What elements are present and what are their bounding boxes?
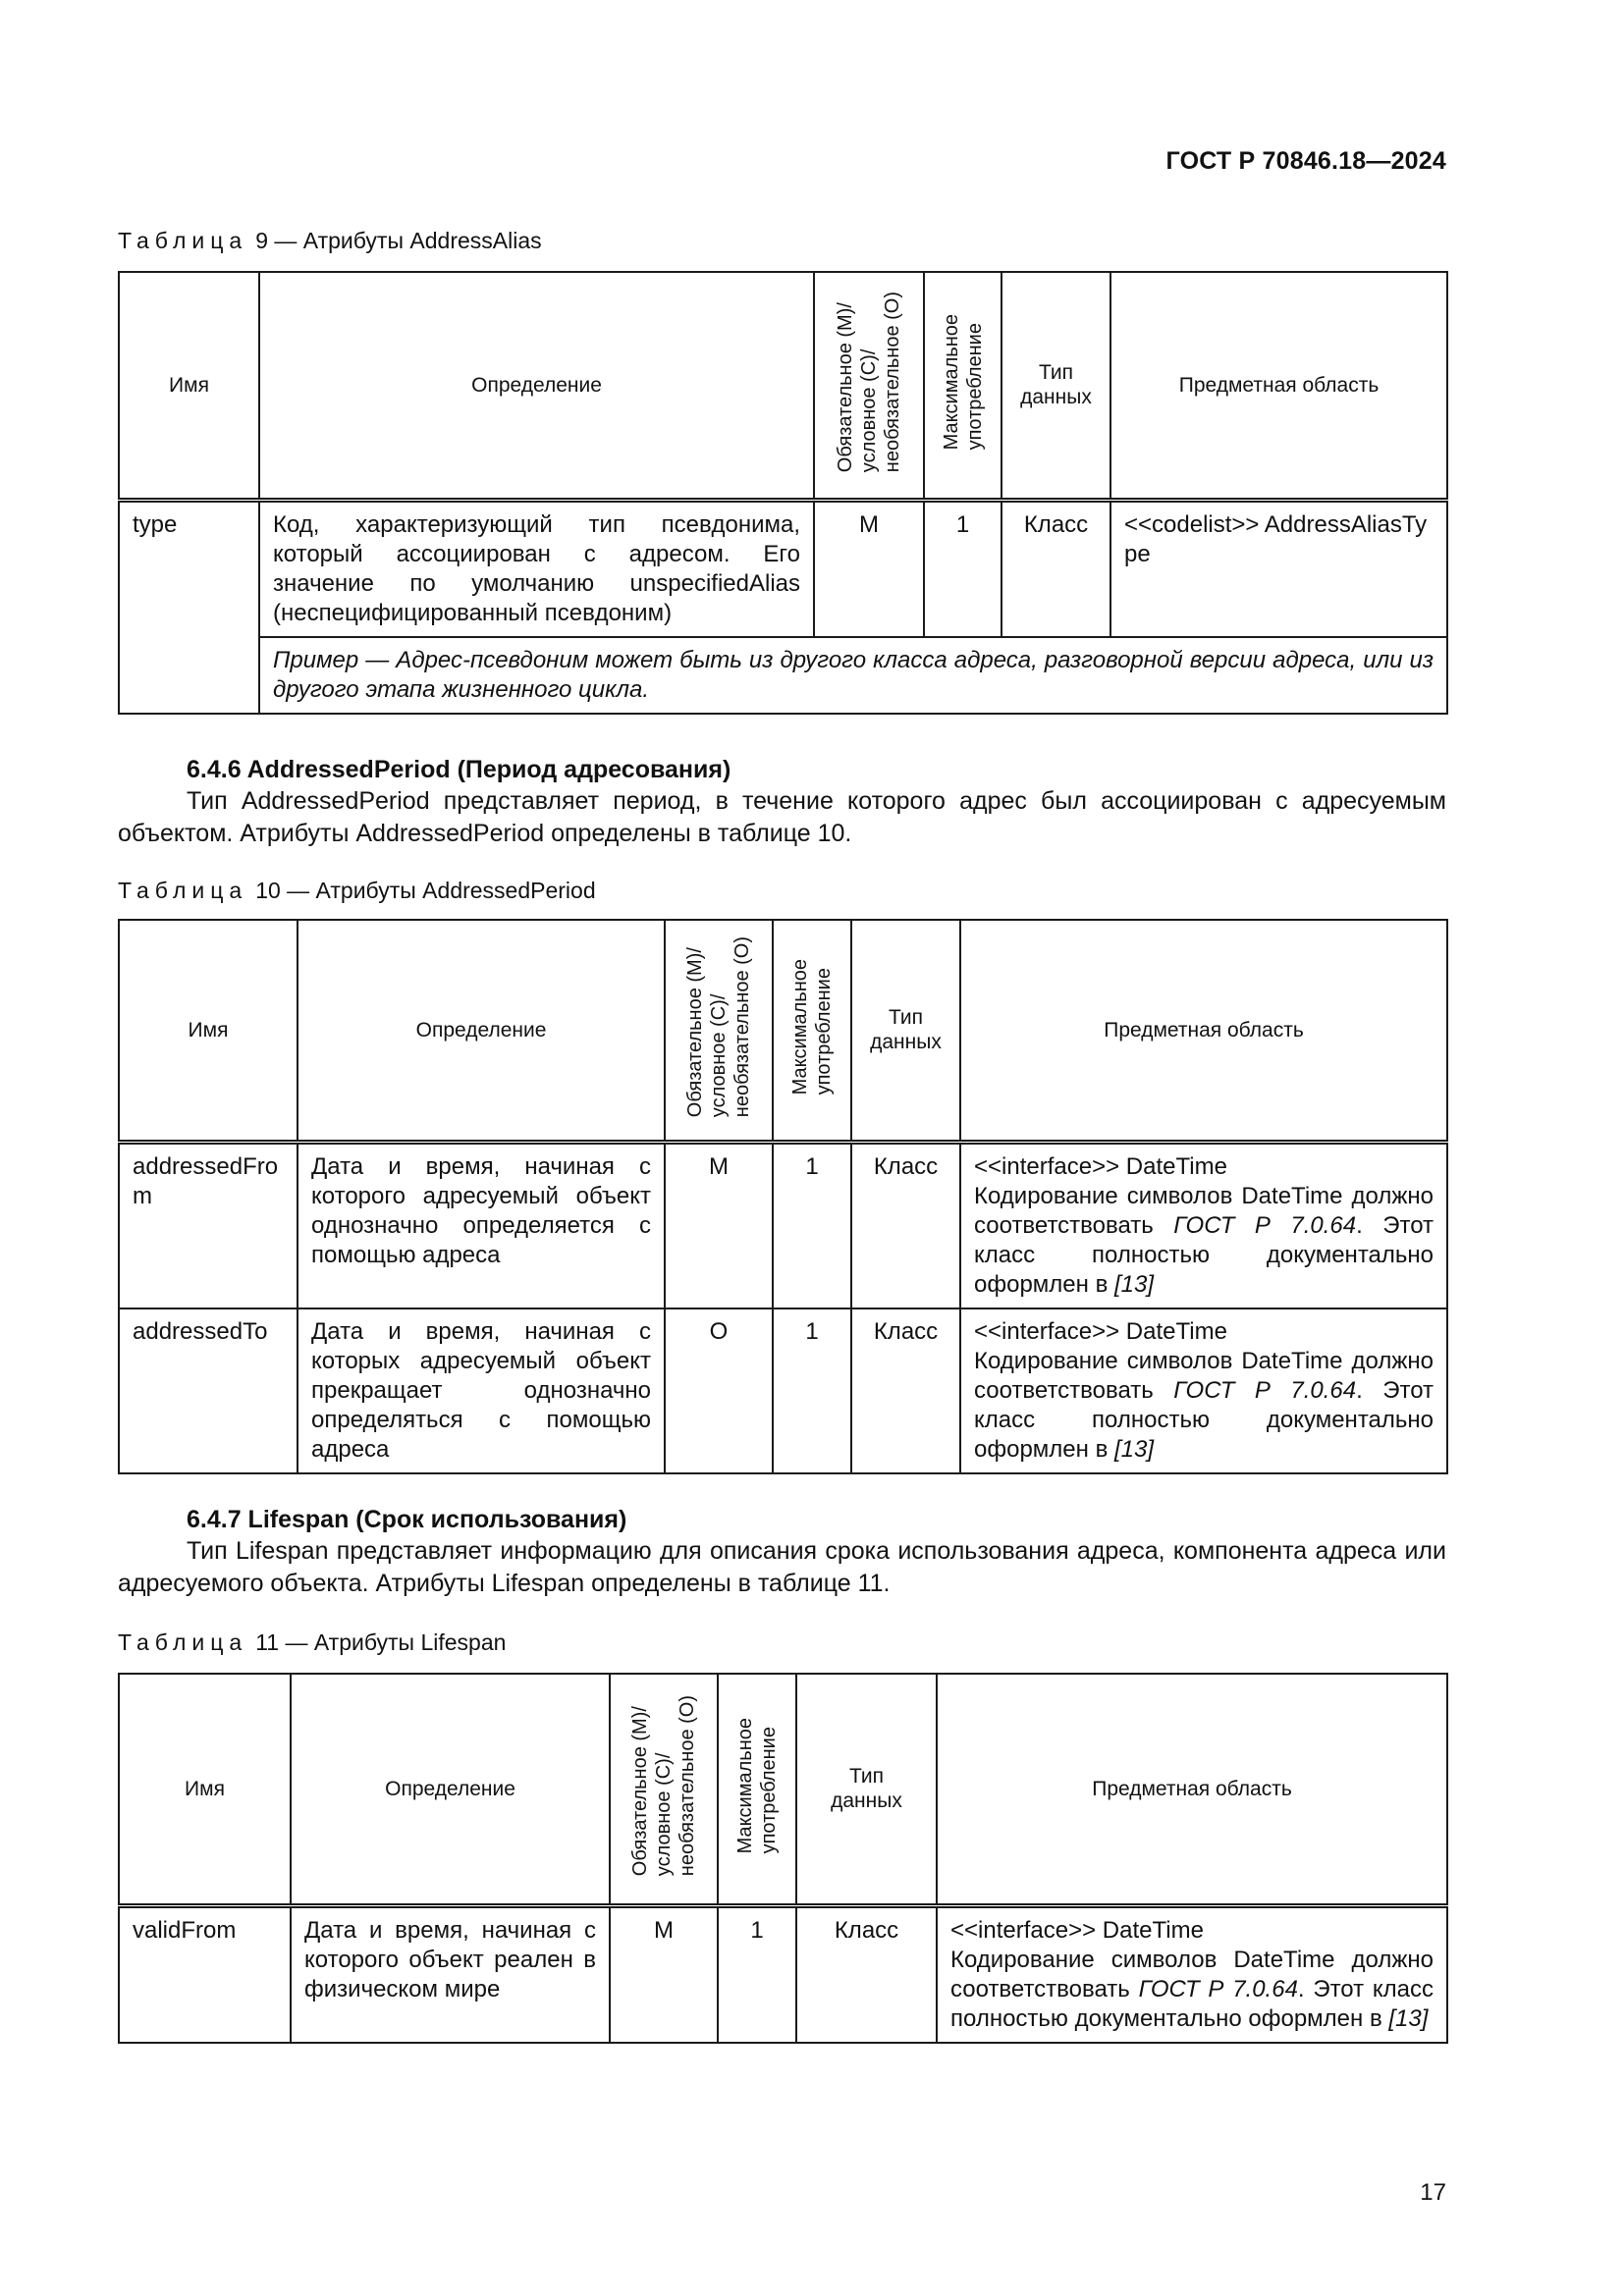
table9-col-name: Имя [119, 272, 259, 500]
domain-standard-ref: ГОСТ Р 7.0.64 [1173, 1376, 1357, 1404]
domain-citation: [13] [1388, 2004, 1429, 2032]
table11-col-definition: Определение [291, 1674, 610, 1905]
domain-citation: [13] [1113, 1270, 1155, 1298]
table10-caption-word: Таблица [118, 878, 248, 903]
table10-caption [118, 878, 596, 904]
table10-caption-text: 10 — Атрибуты AddressedPeriod [255, 878, 596, 903]
table9-col-definition: Определение [259, 272, 814, 500]
row-name: validFrom [119, 1905, 291, 2043]
table10-col-name: Имя [119, 920, 298, 1142]
domain-encoding-text: Кодирование символов DateTime должно соответствовать [974, 1347, 1434, 1404]
domain-doc-text: . Этот класс полностью документально оформлен в [950, 1975, 1434, 2032]
table11-col-type: Тип данных [796, 1674, 937, 1905]
table9-example-row [119, 637, 1447, 714]
domain-standard-ref: ГОСТ Р 7.0.64 [1138, 1975, 1298, 2002]
row-definition: Дата и время, начиная с которого объект реален в физическом мире [291, 1905, 610, 2043]
domain-encoding-text: Кодирование символов DateTime должно соответствовать [974, 1182, 1434, 1239]
row-type: Класс [1001, 500, 1110, 637]
row-name: addressedFrom [119, 1142, 298, 1308]
row-max: 1 [718, 1905, 796, 2043]
table10-col-max: Максимальное употребление [773, 920, 851, 1142]
table-row [119, 1905, 1447, 2043]
table-10 [118, 919, 1448, 1474]
table10-col-domain: Предметная область [960, 920, 1447, 1142]
domain-interface: <<interface>> DateTime [974, 1317, 1227, 1345]
row-type: Класс [851, 1308, 960, 1473]
table11-caption-text: 11 — Атрибуты Lifespan [255, 1629, 507, 1655]
row-obligation: М [665, 1142, 773, 1308]
example-note: Пример — Адрес-псевдоним может быть из другого класса адреса, разговорной версии адреса, или из другого этапа жизненного цикла. [259, 637, 1447, 714]
table9-caption-word: Таблица [118, 228, 248, 253]
domain-interface: <<interface>> DateTime [950, 1916, 1204, 1944]
table-row [119, 1142, 1447, 1308]
table9-col-domain: Предметная область [1110, 272, 1447, 500]
table-9 [118, 271, 1448, 715]
domain-doc-text: . Этот класс полностью документально оформлен в [974, 1211, 1434, 1298]
table11-col-max: Максимальное употребление [718, 1674, 796, 1905]
row-type: Класс [851, 1142, 960, 1308]
row-max: 1 [773, 1142, 851, 1308]
table11-caption [118, 1629, 506, 1656]
row-name: addressedTo [119, 1308, 298, 1473]
table11-caption-word: Таблица [118, 1629, 248, 1655]
row-obligation: М [814, 500, 924, 637]
row-domain [960, 1142, 1447, 1308]
section-646-title: 6.4.6 AddressedPeriod (Период адресования) [187, 756, 731, 783]
row-max: 1 [773, 1308, 851, 1473]
row-max: 1 [924, 500, 1001, 637]
row-definition: Дата и время, начиная с которого адресуемый объект однозначно определяется с помощью адреса [298, 1142, 665, 1308]
table11-col-name: Имя [119, 1674, 291, 1905]
table-row [119, 500, 1447, 637]
table10-col-definition: Определение [298, 920, 665, 1142]
table11-header-row [119, 1674, 1447, 1905]
row-type: Класс [796, 1905, 937, 2043]
row-domain [960, 1308, 1447, 1473]
row-obligation: О [665, 1308, 773, 1473]
table-row [119, 1308, 1447, 1473]
domain-doc-text: . Этот класс полностью документально оформлен в [974, 1376, 1434, 1463]
row-definition: Дата и время, начиная с которых адресуемый объект прекращает однозначно определяться с помощью адреса [298, 1308, 665, 1473]
row-domain [937, 1905, 1447, 2043]
table9-header-row [119, 272, 1447, 500]
table11-col-obligation: Обязательное (М)/ условное (С)/ необязательное (О) [610, 1674, 718, 1905]
row-obligation: М [610, 1905, 718, 2043]
table10-col-type: Тип данных [851, 920, 960, 1142]
domain-encoding-text: Кодирование символов DateTime должно соответствовать [950, 1946, 1434, 2002]
table9-col-max: Максимальное употребление [924, 272, 1001, 500]
domain-standard-ref: ГОСТ Р 7.0.64 [1173, 1211, 1357, 1239]
table9-caption [118, 228, 542, 254]
section-647-title: 6.4.7 Lifespan (Срок использования) [187, 1506, 627, 1533]
table10-col-obligation: Обязательное (М)/ условное (С)/ необязательное (О) [665, 920, 773, 1142]
domain-interface: <<interface>> DateTime [974, 1152, 1227, 1180]
table-11 [118, 1673, 1448, 2044]
document-number: ГОСТ Р 70846.18—2024 [1165, 147, 1446, 175]
table9-caption-text: 9 — Атрибуты AddressAlias [255, 228, 542, 253]
table11-col-domain: Предметная область [937, 1674, 1447, 1905]
row-domain: <<codelist>> AddressAliasType [1110, 500, 1447, 637]
table9-col-obligation: Обязательное (М)/ условное (С)/ необязательное (О) [814, 272, 924, 500]
domain-citation: [13] [1113, 1435, 1155, 1463]
row-definition: Код, характеризующий тип псевдонима, который ассоциирован с адресом. Его значение по умолчанию unspecifiedAlias (неспецифицированный псевдоним) [259, 500, 814, 637]
table10-header-row [119, 920, 1447, 1142]
page-number: 17 [1420, 2179, 1446, 2206]
section-647-text: Тип Lifespan представляет информацию для описания срока использования адреса, компонента адреса или адресуемого объекта. Атрибуты Lifespan определены в таблице 11. [118, 1537, 1446, 1597]
table9-col-type: Тип данных [1001, 272, 1110, 500]
row-name: type [119, 500, 259, 714]
section-646-text: Тип AddressedPeriod представляет период, в течение которого адрес был ассоциирован с адресуемым объектом. Атрибуты AddressedPeriod определены в таблице 10. [118, 787, 1446, 847]
